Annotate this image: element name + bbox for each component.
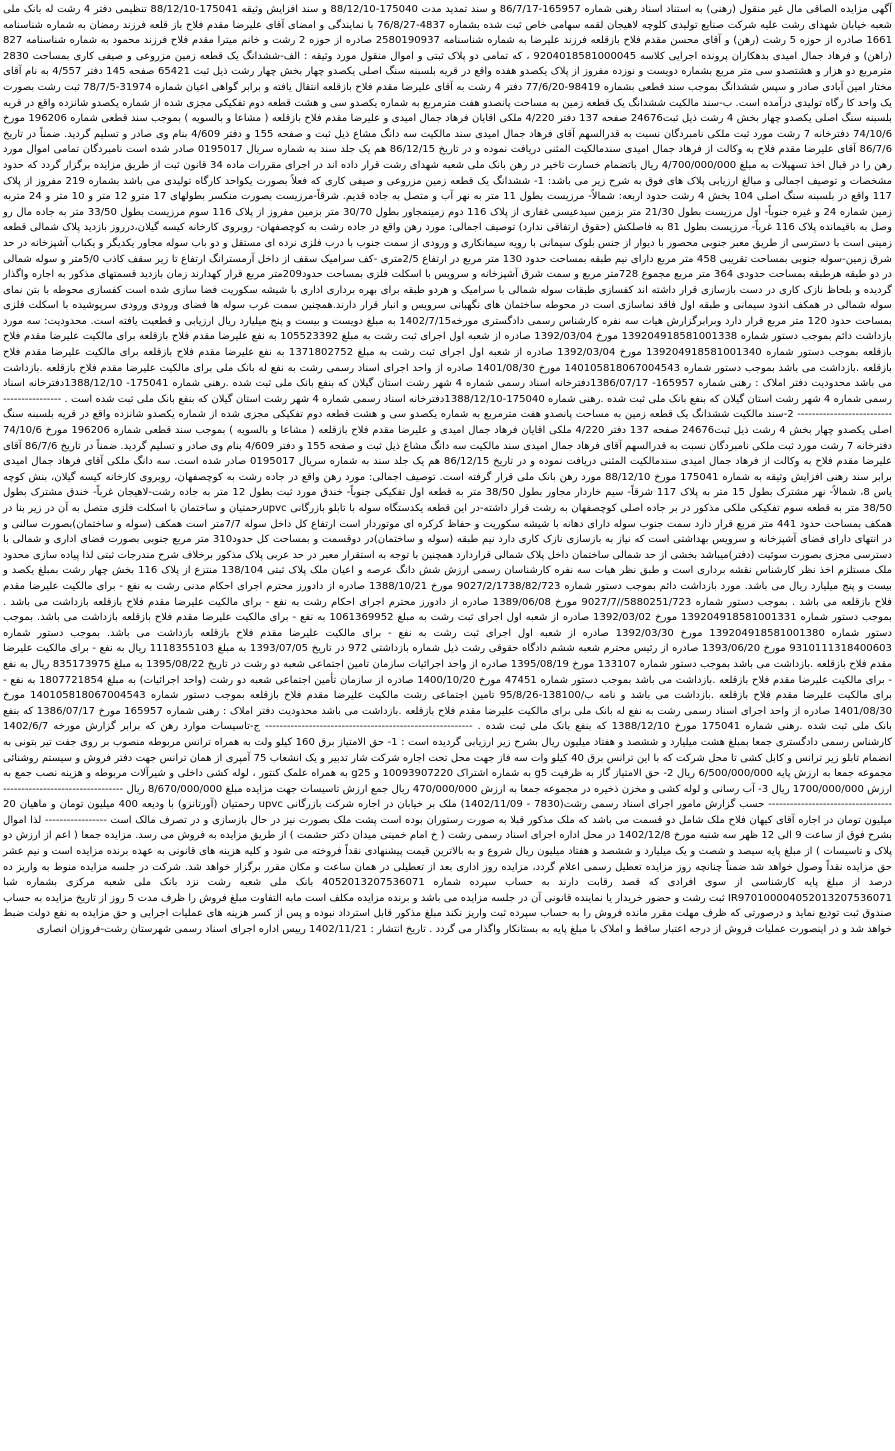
notice-body: آگهی مزایده الصاقی مال غیر منقول (رهنی) به استناد اسناد رهنی شماره 165957-86/7/17 و سند تمدید مدت 175040-88/12/10 و سند افزایش وثیقه 175041-88/12/10 تنظیمی دفتر 4 رشت له بانک ملی شعبه خیابان شهدای رشت علیه شرکت صنایع تولیدی کلوچه لاهیجان لقمه سهامی خاص ثبت شده بشماره 4837-76/8/27 با نمایندگی و امضای آقای علیرضا مقدم فلاح باز قلعه فرزند رمضان به شماره شناسنامه 1661 صادره از حوزه 5 رشت (رهن) و آقای محسن مقدم فلاح بازقلعه فرزند علیرضا به شماره شناسنامه 2580190937 صادره از حوزه 2 رشت و خانم میترا مقدم فلاح فرزند محمود به شماره شناسنامه 827 (راهن) و فرهاد جمال امیدی بدهکاران پرونده اجرایی کلاسه 9204018581000045 ، که تمامی دو پلاک ثبتی و اموال منقول مورد وثیقه : الف-ششدانگ یک قطعه زمین مزروعی و صیفی کاری بمساحت 2830 مترمربع دو هزار و هشتصدو سی متر مربع بشماره دویست و نوزده مفروز از پلاک یکصدو هفده واقع در قریه بلسبنه سنگ اصلی یکصدو چهار بخش چهار رشت ذیل ثبت 65421 صفحه 145 دفتر 4/557 به نام آقای مختار امین آبادی صادر و سپس ششدانگ بموجب سند قطعی بشماره 98419-77/6/20 دفتر 4 رشت به آقای علیرضا مقدم فلاح بازقلعه انتقال یافته و برابر گواهی اعیان شماره 31974-78/7/5 ثبت رشت بصورت یک واحد کا رگاه تولیدی درآمده است. ب-سند مالکیت ششدانگ یک قطعه زمین به مساحت پانصدو هفت مترمربع به شماره یکصدو سی و هشت قطعه دوم تفکیکی مجزی شده از شماره یکصدو شانزده واقع در قریه بلسبنه سنگ اصلی یکصدو چهار بخش 4 رشت ذیل ثبت24676 صفحه 137 دفتر 4/220 ملکی اقایان فرهاد جمال امیدی و علیرضا مقدم فلاح بازقلعه ( مشاعا و بالسویه ) بموجب سند قطعی شماره 196206 مورخ 74/10/6 دفترخانه 7 رشت مورد ثبت ملکی نامبردگان نسبت به قدرالسهم آقای فرهاد جمال امیدی سند مالکیت سه دانگ مشاع ذیل ثبت و صفحه 155 و دفتر 4/609 بنام وی صادر و تسلیم گردید. ضمناً در تاریخ 86/7/6 آقای علیرضا مقدم فلاح به وکالت از فرهاد جمال امیدی سندمالکیت المثنی دریافت نموده و در تاریخ 86/12/15 هم یک جلد سند به شماره سریال 0195017 صادر شده است نامبردگان تمامی اموال مورد رهن را در قبال اخذ تسهیلات به مبلغ 4/700/000/000 ریال باتضمام خسارت تاخیر در رهن بانک ملی شعبه شهدای رشت قرار داده اند در اجرای مقررات ماده 34 قانون ثبت از طریق مزایده برگزار گردد که حدود مشخصات و توصیف اجمالی و مبالغ ارزیابی پلاک های فوق به شرح زیر می باشد: 1- ششدانگ یک قطعه زمین مزروعی و صیفی کاری که فعلاً بصورت یکواحد کارگاه تولیدی می باشد بشماره 219 مفروز از پلاک 117 واقع در بلسبنه سنگ اصلی 104 بخش 4 رشت حدود اربعه: شمالاً- مرزیست بطول 11 متر به نهر آب و متصل به جاده قدیم. شرقاً-مرزیست بصورت منکسر بطولهای 17 مترو 12 متر و 10 متر و 24 متربه زمین شماره 24 و غیره جنوباً- اول مرزیست بطول 21/30 متر بزمین سیدعیسی غفاری از پلاک 116 دوم زمینمجاور بطول 30/70 متر بزمین مفروز از پلاک 116 سوم مرزیست بطول 33/50 متر به جاده مال رو وصل به باقیمانده پلاک 116 غرباً- مرزیست بطول 81 به فاصلکش (حقوق ارتفاقی ندارد) توصیف اجمالی: مورد رهن واقع در جاده رشت به کوچصفهان- روبروی کارخانه کیسه گیلان،درروز بازدید پلاک شمالی قطعه زمینی است با دسترسی از طریق معبر جنوبی محصور با دیوار از جنس بلوک سیمانی با رویه سیمانکاری و ورودی از سمت جنوب با درب فلزی نرده ای مستقل و دو باب سوله مجاور یکدیگر و یکباب آشپزخانه در حد شرق زمین-سوله جنوبی بمساحت تقریبی 458 متر مربع دارای نیم طبقه بمساحت حدود 130 متر مربع در ارتفاع 2/5متری -کف سرامیک سقف از داخل آرمسترانگ ارتفاع تا زیر سقف کاذب 5/0متر و سوله شمالی در دو طبقه هرطبقه بمساحت حدودی 364 متر مربع مجموع 728متر مربع و سمت شرق آشپزخانه و سرویس با اسکلت فلزی بمساحت حدود209متر مربع قرار کهدارند زمان بازدید قسمتهای مذکور به اجاره واگذار گردیده و بلحاظ نازک کاری در دست بازسازی قرار داشته اند کفسازی طبقات سوله شمالی با سرامیک و هردو طبقه برای بهره برداری اداری با شیشه سکوریت فضا سازی شده است کفسازی محوطه با بتن نمای سوله شمالی در همکف اندود سیمانی و طبقه اول فاقد نماسازی است در محوطه ساختمان های نگهبانی سرویس و انبار قرار دارند.همچنین سمت غرب سوله ها فضای ورودی ورودی سرپوشیده با اسکلت فلزی بمساحت حدود 120 متر مربع قرار دارد وبرابرگزارش هیات سه نفره کارشناس رسمی دادگستری مورخه1402/7/15 به مبلغ دویست و بیست و پنج میلیارد ریال ارزیابی و قطعیت یافته است. محدودیت: سه مورد بازداشت دائم بموجب دستور شماره 139204918581001338 مورخ 1392/03/04 صادره از شعبه اول اجرای ثبت رشت به مبلغ 105523392 به نفع علیرضا مقدم فلاح بازقلعه برای مالکیت علیرضا مقدم فلاح بازقلعه بموجب دستور شماره 139204918581001340 مورخ 1392/03/04 صادره از شعبه اول اجرای ثبت رشت به مبلغ 1371802752 به نفع علیرضا مقدم فلاح بازقلعه برای مالکیت علیرضا مقدم فلاح بازقلعه .بازداشت می باشد بموجب دستور شماره 140105818067004543 مورخ 1401/08/30 صادره از واحد اجرای اسناد رسمی رشت به نفع له بانک ملی برای مالکیت علیرضا مقدم فلاح بازقلعه .بازداشت می باشد محدودیت دفتر املاک : رهنی شماره 165957- 1386/07/17دفترخانه اسناد رسمی شماره 4 شهر رشت استان گیلان که بنفع بانک ملی ثبت شده .رهنی شماره 175041- 1388/12/10دفترخانه اسناد رسمی شماره 4 شهر رشت استان گیلان که بنفع بانک ملی ثبت شده .رهنی شماره 175040-1388/12/10دفترخانه اسناد رسمی شماره 4 شهر رشت استان گیلان که بنفع بانک ملی ثبت شده است . ------------------------------------------ 2-سند مالکیت ششدانگ یک قطعه زمین به مساحت پانصدو هفت مترمربع به شماره یکصدو سی و هشت قطعه دوم تفکیکی مجزی شده از شماره یکصدو شانزده واقع در قریه بلسبنه سنگ اصلی یکصدو چهار بخش 4 رشت ذیل ثبت24676 صفحه 137 دفتر 4/220 ملکی اقایان فرهاد جمال امیدی و علیرضا مقدم فلاح بازقلعه ( مشاعا و بالسویه ) بموجب سند قطعی شماره 196206 مورخ 74/10/6 دفترخانه 7 رشت مورد ثبت ملکی نامبردگان نسبت به قدرالسهم آقای فرهاد جمال امیدی سند مالکیت سه دانگ مشاع ذیل ثبت و صفحه 155 و دفتر 4/609 بنام وی صادر و تسلیم گردید. ضمناً در تاریخ 86/7/6 آقای علیرضا مقدم فلاح به وکالت از فرهاد جمال امیدی سندمالکیت المثنی دریافت نموده و در تاریخ 86/12/15 هم یک جلد سند به شماره سریال 0195017 صادر شده است. سه دانگ ملکی آقای فرهاد جمال امیدی برابر سند رهنی افزایش وثیقه به شماره 175041 مورخ 88/12/10 مورد رهن بانک ملی قرار گرفته است. توصیف اجمالی: مورد رهن واقع در جاده رشت به کوچصفهان، روبروی کارخانه کیسه گیلان، بنش کوچه یاس 8، شمالاً- نهر مشترک بطول 15 متر به پلاک 117 شرقاً- سیم خاردار مجاور بطول 38/50 متر به قطعه اول تفکیکی جنوباً- خندق مورد ثبت بطول 12 متر به جاده رشت-لاهیجان غرباً- خندق مشترک بطول 38/50 متر به قطعه سوم تفکیکی ملکی مذکور در بر جاده اصلی کوچصفهان به رشت قرار داشته-در این قطعه یکدستگاه سوله با تابلو بازرگانی upvcرحمتیان و ساختمان با اسکلت فلزی متصل به آن در زیر بنا در همکف بمساحت حدود 441 متر مربع قرار دارد سمت جنوب سوله دارای دهانه با شیشه سکوریت و حفاظ کرکره ای موتوردار است ارتفاع کل داخل سوله 7/7متر است همکف (سوله و ساختمان)بصورت سالنی و در انتهای دارای فضای آشپزخانه و سرویس بهداشتی است که نیاز به بازسازی نازک کاری دارد نیم طبقه (سوله و ساختمان)در دوقسمت و بمساحت کل حدود310 متر مربع جنوبی بصورت فضای اداری و شمالی با دسترسی مجزی بصورت سوئیت (دفتر)میباشد بخشی از حد شمالی ساختمان داخل پلاک شمالی قراردارد همچنین با توجه به استقرار معبر در حد عربی پلاک مذکور برخلاف شرح مندرجات ثبتی لذا پیاده سازی محدود ملک مستلزم اخذ نظر کارشناس نقشه برداری است و طبق نظر هیات سه نفره کارشناسان رسمی ارزش شش دانگ عرصه و اعیان ملک پلاک ثبتی 138/104 منتزع از پلاک 116 بخش چهار رشت بمبلغ یکصد و بیست و پنج میلیارد ریال می باشد. مورد بازداشت دائم بموجب دستور شماره 9027/2/1738/82/723 مورخ 1388/10/21 صادره از دادورز محترم اجرای احکام مدنی رشت به نفع - برای مالکیت علیرضا مقدم فلاح بازقلعه می باشد . بموجب دستور شماره 5880251/723//9027/7 مورخ 1389/06/08 صادره از دادورز محترم اجرای احکام رشت به نفع - برای مالکیت علیرضا مقدم فلاح بازقلعه بازداشت می باشد . بموجب دستور شماره 139204918581001331 مورخ 1392/03/02 صادره از شعبه اول اجرای ثبت رشت به مبلغ 1061369952 به نفع - برای مالکیت علیرضا مقدم فلاح بازقلعه بازداشت می باشد. بموجب دستور شماره 139204918581001380 مورخ 1392/03/30 صادره از شعبه اول اجرای ثبت رشت به نفع - برای مالکیت علیرضا مقدم فلاح بازقلعه بازداشت می باشد. بموجب دستور شماره 9310111318400603 مورخ 1393/06/20 صادره از رئیس محترم شعبه ششم دادگاه حقوقی رشت ذیل شماره بازداشتی 972 در تاریخ 1393/07/05 به مبلغ 1118355103 ریال به نفع - برای مالکیت علیرضا مقدم فلاح بازقلعه .بازداشت می باشد بموجب دستور شماره 133107 مورخ 1395/08/19 صادره از واحد اجرائیات سازمان تامین اجتماعی شعبه دو رشت در تاریخ 1395/08/22 به مبلغ 835173975 ریال به نفع - برای مالکیت علیرضا مقدم فلاح بازقلعه .بازداشت می باشد بموجب دستور شماره 47451 مورخ 1400/10/20 صادره از سازمان تأمین اجتماعی شعبه دو رشت (واحد اجرائیات) به مبلغ 1807721854 به نفع - برای مالکیت علیرضا مقدم فلاح بازقلعه .بازداشت می باشد و نامه ب/138100-95/8/26 تامین اجتماعی رشت مالکیت علیرضا مقدم فلاح بازقلعه بموجب دستور شماره 140105818067004543 مورخ 1401/08/30 صادره از واحد اجرای اسناد رسمی رشت به نفع له بانک ملی برای مالکیت علیرضا مقدم فلاح بازقلعه .بازداشت می باشد محدودیت دفتر املاک : رهنی شماره 165957 مورخ 1386/07/17 که بنفع بانک ملی ثبت شده .رهنی شماره 175041 مورخ 1388/12/10 که بنفع بانک ملی ثبت شده . --------------------------------------------------------- ج-تاسیسات موارد رهن که برابر گزارش مورخه 1402/6/7 کارشناس رسمی دادگستری جمعا بمبلغ هشت میلیارد و ششصد و هفتاد میلیون ریال بشرح زیر ارزیابی گردیده است : 1- حق الامتیاز برق 160 کیلو ولت به همراه ترانس مربوطه منصوب بر روی جفت تیر بتونی به انضمام تابلو زیر ترانس و کابل کشی تا محل شرکت که با این ترانس برق 40 کیلو وات سه فاز جهت محل تحت اجاره شرکت شار تدبیر و یک انشعاب 75 آمپری از همان ترانس جهت دفتر فروش و سیستم روشنائی مجموعه جمعا به ارزش پایه 6/500/000/000 ریال 2- حق الامتیاز گاز به ظرفیت g5 به شماره اشتراک 10093907220 و g25 به همراه علمک کنتور ، لوله کشی داخلی و شیرآلات مربوطه و هزینه نصب جمع به ارزش 1700/000/000 ریال 3- آب رسانی و لوله کشی و مخزن ذخیره در مجموعه جمعا به ارزش 470/000/000 ریال جمع ارزش تاسیسات جهت مزایده مبلغ 8/670/000/000 ریال ------------------------------------------------------------------- حسب گزارش مامور اجرای اسناد رسمی رشت(7830 - 1402/11/09) ملک بر خیابان در اجاره شرکت بازرگانی upvc رحمتیان (آورتانزو) با ودیعه 400 میلیون تومان و ماهیان 20 میلیون تومان در اجاره آقای کیهان فلاح ملک شامل دو قسمت می باشد که ملک مذکور قبلا به صورت رستوران بوده است پشت ملک بصورت نیز در حال بازسازی و در تصرف مالک است ----------------- لذا اموال بشرح فوق از ساعت 9 الی 12 ظهر سه شنبه مورخ 1402/12/8 در محل اداره اجرای اسناد رسمی رشت ( خ امام خمینی میدان دکتر حشمت ) از طریق مزایده به فروش می رسد. مزایده جمعا ( اعم از ارزش دو پلاک و تاسیسات ) از مبلغ پایه سیصد و شصت و یک میلیارد و ششصد و هفتاد میلیون ریال شروع و به بالاترین قیمت پیشنهادی نقداً فروخته می شود و کلیه هزینه های قانونی به عهده برنده مزایده است و نیم عشر حق مزایده نقداً وصول خواهد شد ضمناً چنانچه روز مزایده تعطیل رسمی اعلام گردد، مزایده روز اداری بعد از تعطیلی در همان ساعت و مکان مقرر برگزار خواهد شد. شرکت در جلسه مزایده منوط به واریز ده درصد از مبلغ پایه کارشناسی از سوی افرادی که قصد رقابت دارند به حساب سپرده شماره 4052013207536071 بانک ملی شعبه رشت نزد بانک ملی شعبه مرکزی بشماره شبا IR970100004052013207536071 ثبت رشت و حضور خریدار یا نماینده قانونی آن در جلسه مزایده می باشد و برنده مزایده مکلف است مابه التفاوت مبلغ فروش را ظرف مدت 5 روز از تاریخ مزایده به حساب صندوق ثبت تودیع نماید و درصورتی که ظرف مهلت مقرر مانده فروش را به حساب سپرده ثبت واریز نکند مبلغ مذکور قابل استرداد نبوده و پس از کسر هزینه های عملیات اجرایی و حق مزایده به نفع دولت ضبط خواهد شد و در اینصورت عملیات فروش از درجه اعتبار ساقط و املاک با مبلغ پایه به بستانکار واگذار می گردد . تاریخ انتشار : 1402/11/21 رییس اداره اجرای اسناد رسمی شهرستان رشت-فروزان انصاری xyxy=(3,4,893,936)
